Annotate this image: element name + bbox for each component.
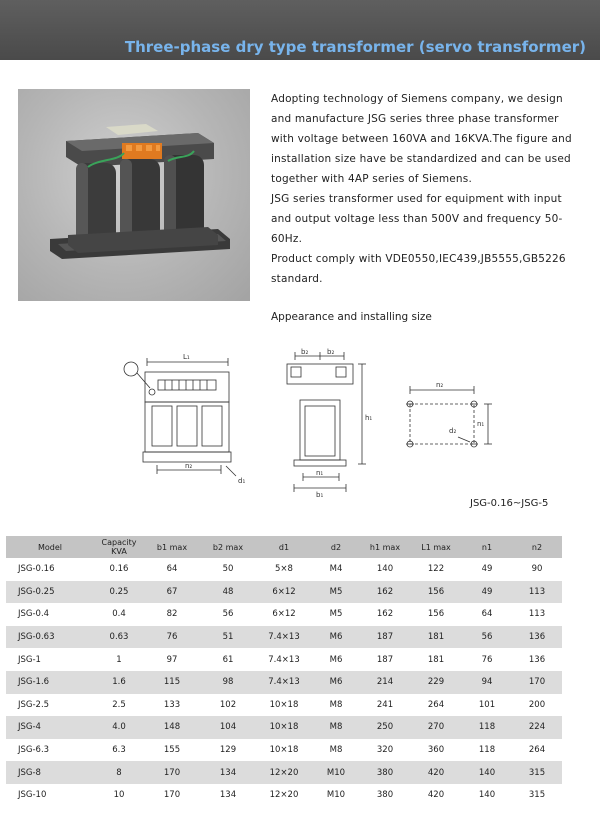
table-cell: 420	[410, 784, 462, 807]
spec-table-body	[6, 558, 562, 807]
table-cell: JSG-8	[6, 761, 94, 784]
table-cell: 2.5	[94, 694, 144, 717]
table-cell: 136	[512, 648, 562, 671]
table-cell: 250	[360, 716, 410, 739]
table-cell: 113	[512, 603, 562, 626]
table-row	[6, 626, 562, 649]
table-row	[6, 716, 562, 739]
table-cell: 61	[200, 648, 256, 671]
table-cell: 170	[512, 671, 562, 694]
table-cell: 49	[462, 558, 512, 581]
table-cell: 170	[144, 784, 200, 807]
table-cell: 4.0	[94, 716, 144, 739]
transformer-photo	[18, 89, 250, 301]
table-cell: M4	[312, 558, 360, 581]
table-cell: 76	[462, 648, 512, 671]
dimension-drawings	[0, 340, 600, 520]
table-cell: 101	[462, 694, 512, 717]
table-cell: 241	[360, 694, 410, 717]
table-cell: 270	[410, 716, 462, 739]
table-cell: 90	[512, 558, 562, 581]
page-header	[0, 0, 600, 60]
table-cell: 6×12	[256, 603, 312, 626]
intro-paragraph: Product comply with VDE0550,IEC439,JB5555,GB5226 standard.	[271, 253, 566, 285]
table-cell: 10×18	[256, 739, 312, 762]
table-cell: 264	[512, 739, 562, 762]
label-b2: b₂	[327, 348, 335, 356]
table-cell: JSG-6.3	[6, 739, 94, 762]
table-cell: 360	[410, 739, 462, 762]
table-cell: 76	[144, 626, 200, 649]
table-cell: 181	[410, 626, 462, 649]
table-cell: 7.4×13	[256, 626, 312, 649]
label-n2: n₂	[436, 381, 444, 389]
table-row	[6, 784, 562, 807]
table-cell: 97	[144, 648, 200, 671]
table-cell: 214	[360, 671, 410, 694]
table-cell: 0.16	[94, 558, 144, 581]
table-cell: 98	[200, 671, 256, 694]
table-row	[6, 581, 562, 604]
col-header: h1 max	[360, 536, 410, 558]
table-cell: 12×20	[256, 761, 312, 784]
table-cell: 140	[360, 558, 410, 581]
table-cell: 118	[462, 739, 512, 762]
table-cell: M6	[312, 626, 360, 649]
label-d1: d₁	[238, 477, 246, 485]
col-header: b2 max	[200, 536, 256, 558]
table-cell: 1	[94, 648, 144, 671]
spec-table	[6, 536, 562, 807]
table-cell: 7.4×13	[256, 671, 312, 694]
col-header: Model	[6, 536, 94, 558]
table-cell: 148	[144, 716, 200, 739]
table-cell: 122	[410, 558, 462, 581]
table-cell: 12×20	[256, 784, 312, 807]
table-cell: 140	[462, 784, 512, 807]
table-cell: 56	[200, 603, 256, 626]
table-cell: M6	[312, 648, 360, 671]
table-cell: 380	[360, 784, 410, 807]
label-n1: n₁	[316, 469, 324, 477]
label-h1: h₁	[365, 414, 373, 422]
col-header: L1 max	[410, 536, 462, 558]
table-row	[6, 671, 562, 694]
table-cell: 50	[200, 558, 256, 581]
table-cell: 67	[144, 581, 200, 604]
table-cell: 200	[512, 694, 562, 717]
table-cell: 136	[512, 626, 562, 649]
table-cell: 162	[360, 603, 410, 626]
label-b1: b₁	[316, 491, 324, 499]
table-row	[6, 761, 562, 784]
table-cell: 104	[200, 716, 256, 739]
table-cell: 264	[410, 694, 462, 717]
table-cell: 0.63	[94, 626, 144, 649]
table-cell: 187	[360, 648, 410, 671]
mounting-holes-drawing	[406, 386, 492, 447]
intro-paragraph: JSG series transformer used for equipment with input and output voltage less than 500V and frequency 50-60Hz.	[271, 193, 563, 245]
drawing-caption: JSG-0.16~JSG-5	[470, 498, 549, 509]
table-cell: 48	[200, 581, 256, 604]
table-cell: 162	[360, 581, 410, 604]
col-header: d1	[256, 536, 312, 558]
table-cell: 315	[512, 784, 562, 807]
table-cell: JSG-0.25	[6, 581, 94, 604]
table-cell: JSG-0.4	[6, 603, 94, 626]
page-title: Three-phase dry type transformer (servo transformer)	[124, 38, 586, 56]
table-cell: JSG-0.16	[6, 558, 94, 581]
table-cell: M8	[312, 739, 360, 762]
col-header: b1 max	[144, 536, 200, 558]
table-cell: M10	[312, 784, 360, 807]
table-cell: M10	[312, 761, 360, 784]
table-cell: 8	[94, 761, 144, 784]
table-cell: 56	[462, 626, 512, 649]
table-cell: M8	[312, 716, 360, 739]
table-cell: 134	[200, 784, 256, 807]
table-cell: JSG-10	[6, 784, 94, 807]
table-cell: 7.4×13	[256, 648, 312, 671]
intro-text	[271, 89, 577, 289]
table-cell: JSG-2.5	[6, 694, 94, 717]
label-n1: n₁	[477, 420, 485, 428]
table-row	[6, 739, 562, 762]
label-n2: n₂	[185, 462, 193, 470]
table-cell: 10×18	[256, 716, 312, 739]
table-cell: 118	[462, 716, 512, 739]
table-row	[6, 694, 562, 717]
table-cell: 0.4	[94, 603, 144, 626]
intro-paragraph: Adopting technology of Siemens company, we design and manufacture JSG series three phase transformer with voltage between 160VA and 16KVA.The figure and installation size have be standardized and can be used together with 4AP series of Siemens.	[271, 93, 572, 185]
table-cell: 187	[360, 626, 410, 649]
table-cell: 181	[410, 648, 462, 671]
table-cell: 129	[200, 739, 256, 762]
table-cell: 113	[512, 581, 562, 604]
side-view-drawing	[287, 352, 366, 492]
front-view-drawing	[124, 358, 236, 476]
table-cell: 49	[462, 581, 512, 604]
table-cell: 420	[410, 761, 462, 784]
table-cell: 155	[144, 739, 200, 762]
table-cell: 170	[144, 761, 200, 784]
table-row	[6, 603, 562, 626]
table-cell: M8	[312, 694, 360, 717]
table-cell: M5	[312, 581, 360, 604]
table-header-row	[6, 536, 562, 558]
table-cell: 134	[200, 761, 256, 784]
table-cell: 1.6	[94, 671, 144, 694]
col-header: Capacity KVA	[94, 536, 144, 558]
table-cell: 156	[410, 581, 462, 604]
col-header: n1	[462, 536, 512, 558]
label-L1: L₁	[183, 353, 190, 361]
table-cell: 156	[410, 603, 462, 626]
table-cell: 115	[144, 671, 200, 694]
table-cell: M5	[312, 603, 360, 626]
table-cell: 10×18	[256, 694, 312, 717]
table-cell: 10	[94, 784, 144, 807]
table-cell: JSG-1	[6, 648, 94, 671]
col-header: n2	[512, 536, 562, 558]
table-cell: 315	[512, 761, 562, 784]
table-cell: 133	[144, 694, 200, 717]
table-cell: 224	[512, 716, 562, 739]
label-d2: d₂	[449, 427, 457, 435]
table-cell: 380	[360, 761, 410, 784]
table-cell: 94	[462, 671, 512, 694]
table-cell: 140	[462, 761, 512, 784]
table-cell: 64	[144, 558, 200, 581]
table-cell: JSG-0.63	[6, 626, 94, 649]
table-cell: 102	[200, 694, 256, 717]
label-b2: b₂	[301, 348, 309, 356]
table-cell: 5×8	[256, 558, 312, 581]
table-cell: 229	[410, 671, 462, 694]
table-cell: 82	[144, 603, 200, 626]
table-cell: JSG-1.6	[6, 671, 94, 694]
table-row	[6, 648, 562, 671]
table-cell: 0.25	[94, 581, 144, 604]
table-cell: 6.3	[94, 739, 144, 762]
col-header: d2	[312, 536, 360, 558]
table-cell: 51	[200, 626, 256, 649]
table-cell: 6×12	[256, 581, 312, 604]
table-row	[6, 558, 562, 581]
table-cell: 64	[462, 603, 512, 626]
table-cell: M6	[312, 671, 360, 694]
table-cell: 320	[360, 739, 410, 762]
section-title: Appearance and installing size	[271, 311, 432, 323]
table-cell: JSG-4	[6, 716, 94, 739]
